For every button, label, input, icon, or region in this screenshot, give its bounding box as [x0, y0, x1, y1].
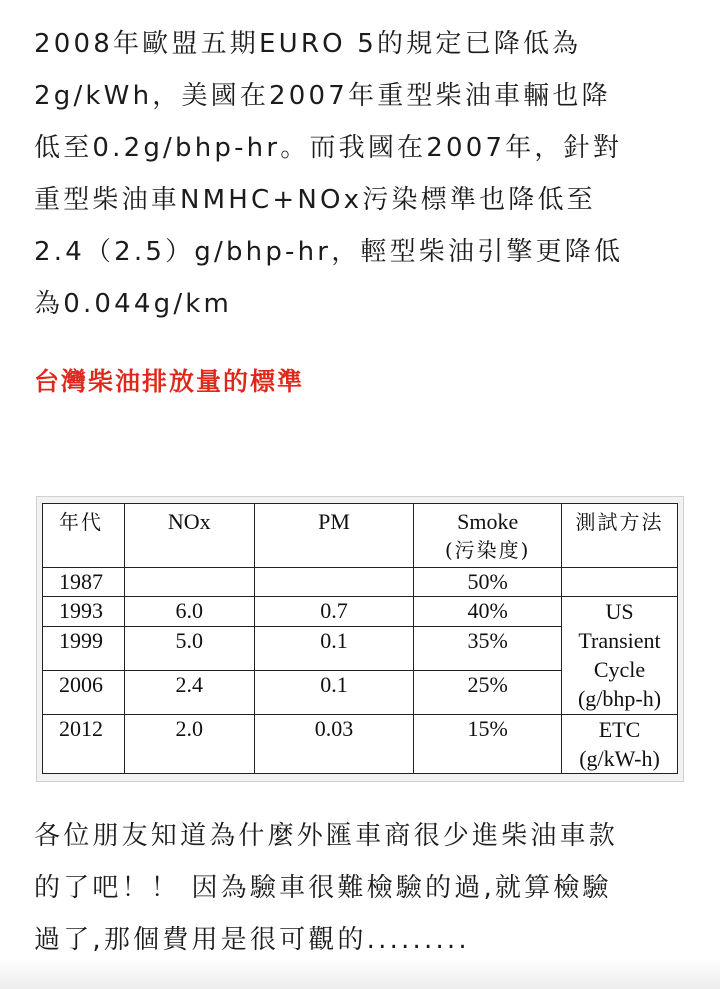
closing-line: 的了吧！！ 因為驗車很難檢驗的過,就算檢驗	[34, 873, 612, 903]
cell-method-etc	[562, 715, 678, 774]
intro-line: 重型柴油車NMHC+NOx污染標準也降低至	[34, 185, 596, 215]
cell-method-empty	[562, 568, 678, 597]
cell-year: 1999	[43, 627, 125, 671]
closing-paragraph	[34, 810, 694, 966]
cell-pm: 0.1	[254, 627, 414, 671]
emission-table-image	[36, 496, 684, 782]
cell-smoke: 15%	[414, 715, 562, 774]
intro-line: 2008年歐盟五期EURO 5的規定已降低為	[34, 29, 582, 59]
cell-smoke: 35%	[414, 627, 562, 671]
cell-pm: 0.7	[254, 597, 414, 627]
bottom-fade	[0, 959, 720, 989]
cell-pm: 0.1	[254, 671, 414, 715]
intro-line: 2g/kWh，美國在2007年重型柴油車輛也降	[34, 81, 611, 111]
method-us-line: (g/bhp-h)	[577, 686, 662, 711]
header-method: 測試方法	[562, 504, 678, 568]
cell-pm: 0.03	[254, 715, 414, 774]
cell-method-us	[562, 597, 678, 715]
closing-line: 過了,那個費用是很可觀的.........	[34, 925, 470, 955]
table-header-row	[43, 504, 678, 568]
intro-paragraph	[34, 18, 694, 330]
header-smoke-label: Smoke	[457, 509, 519, 534]
cell-smoke: 50%	[414, 568, 562, 597]
cell-nox: 6.0	[124, 597, 254, 627]
header-nox: NOx	[124, 504, 254, 568]
cell-nox: 2.0	[124, 715, 254, 774]
intro-line: 為0.044g/km	[34, 289, 233, 319]
closing-line: 各位朋友知道為什麼外匯車商很少進柴油車款	[34, 821, 619, 851]
header-smoke-sub: (污染度)	[444, 538, 531, 562]
method-etc-line: ETC	[598, 717, 641, 742]
cell-smoke: 25%	[414, 671, 562, 715]
cell-pm	[254, 568, 414, 597]
cell-year: 1993	[43, 597, 125, 627]
method-etc-line: (g/kW-h)	[579, 746, 660, 771]
cell-nox	[124, 568, 254, 597]
intro-line: 2.4（2.5）g/bhp-hr，輕型柴油引擎更降低	[34, 237, 624, 267]
method-us-line: Cycle	[593, 657, 646, 682]
header-smoke	[414, 504, 562, 568]
method-us-line: Transient	[578, 628, 661, 653]
emission-standards-table	[42, 503, 678, 774]
cell-smoke: 40%	[414, 597, 562, 627]
section-heading: 台灣柴油排放量的標準	[34, 367, 305, 396]
table-row	[43, 597, 678, 627]
method-us-line: US	[605, 599, 634, 624]
header-year: 年代	[43, 504, 125, 568]
table-row	[43, 715, 678, 774]
cell-year: 1987	[43, 568, 125, 597]
cell-year: 2012	[43, 715, 125, 774]
header-pm: PM	[254, 504, 414, 568]
intro-line: 低至0.2g/bhp-hr。而我國在2007年，針對	[34, 133, 623, 163]
cell-nox: 2.4	[124, 671, 254, 715]
table-row	[43, 568, 678, 597]
cell-year: 2006	[43, 671, 125, 715]
cell-nox: 5.0	[124, 627, 254, 671]
